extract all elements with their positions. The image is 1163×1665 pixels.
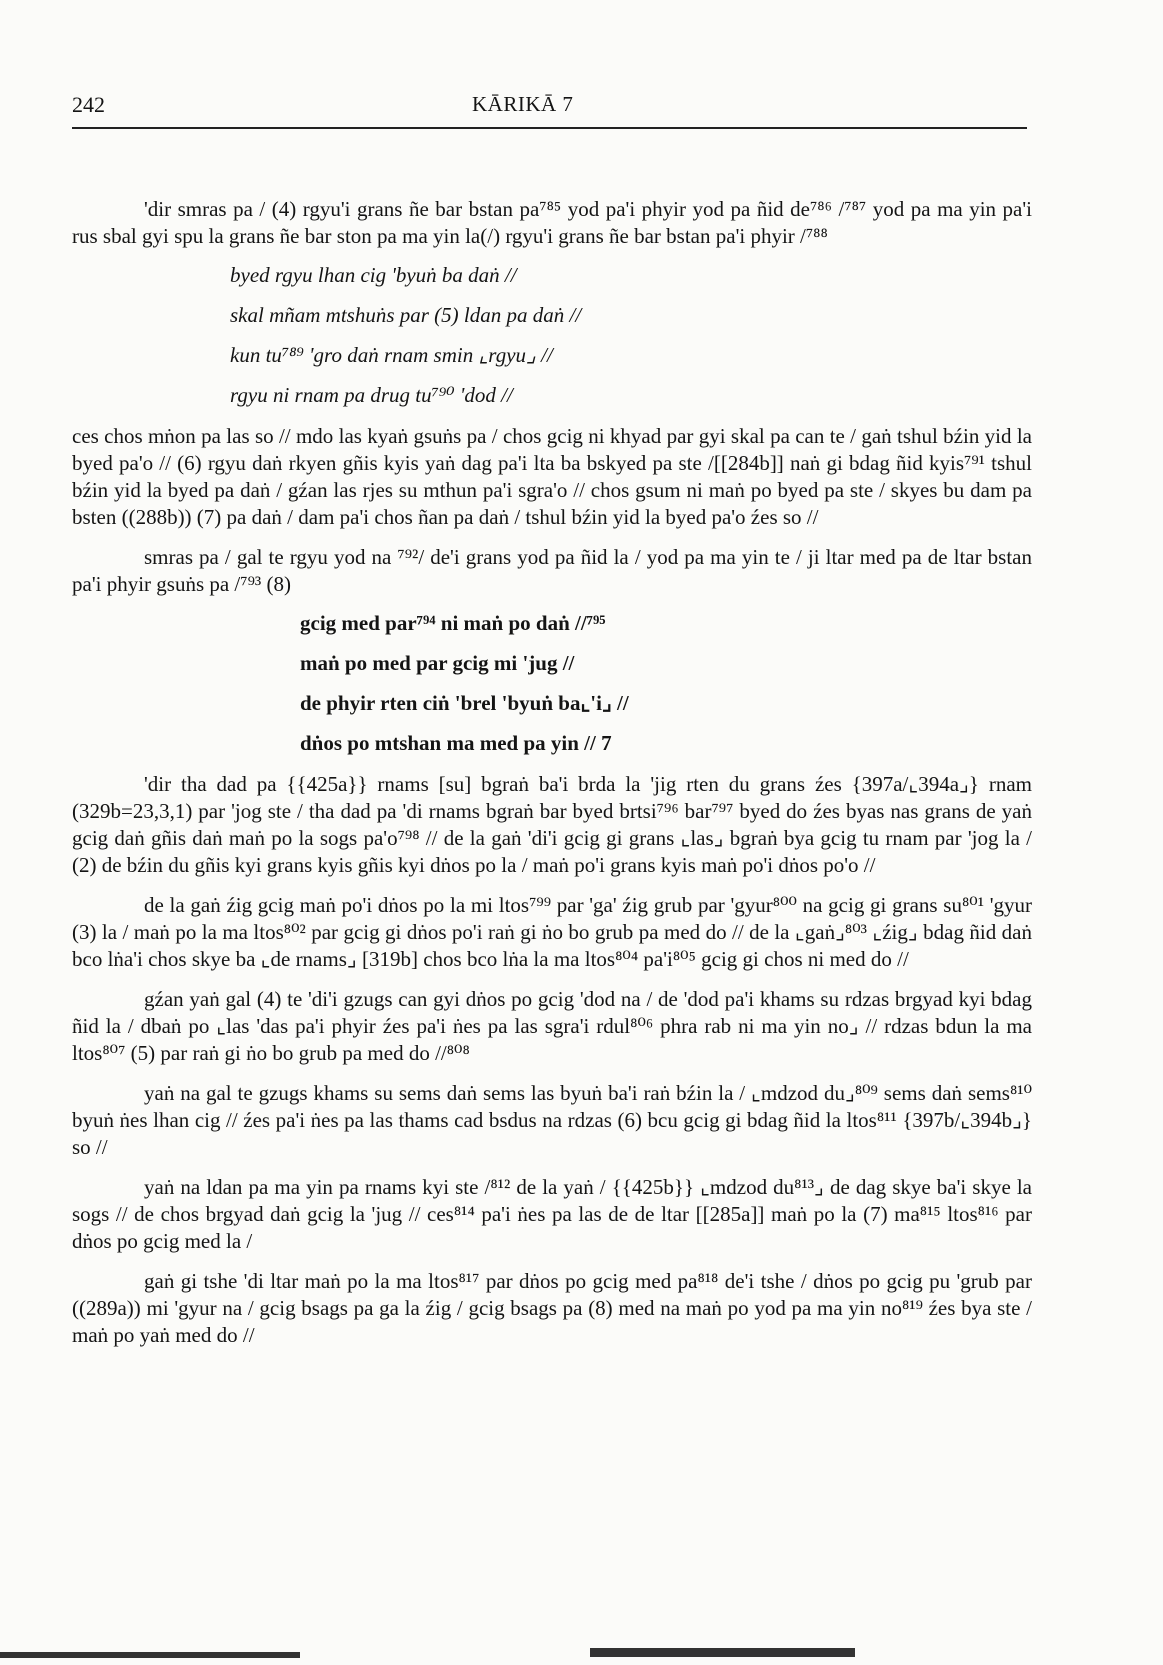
paragraph-1: 'dir smras pa / (4) rgyu'i grans ñe bar bstan pa⁷⁸⁵ yod pa'i phyir yod pa ñid de⁷⁸⁶ /⁷⁸⁷ yod pa ma yin pa'i rus sbal gyi spu la grans ñe bar ston pa ma yin la(/) rgyu'i grans ñe bar bstan pa'i phyir /⁷⁸⁸ xyxy=(72,197,1032,248)
running-head: KĀRIKĀ 7 xyxy=(472,92,574,116)
verse-2-line-4: dṅos po mtshan ma med pa yin // 7 xyxy=(300,731,612,755)
verse-1-line-3: kun tu⁷⁸⁹ 'gro daṅ rnam smin ⌞rgyu⌟ // xyxy=(230,343,553,367)
verse-1-line-2: skal mñam mtshuṅs par (5) ldan pa daṅ // xyxy=(230,303,582,327)
page-number: 242 xyxy=(72,92,105,117)
verse-2-line-1: gcig med par⁷⁹⁴ ni maṅ po daṅ //⁷⁹⁵ xyxy=(300,611,606,635)
verse-2-line-2: maṅ po med par gcig mi 'jug // xyxy=(300,651,575,675)
paragraph-5: de la gaṅ źig gcig maṅ po'i dṅos po la mi ltos⁷⁹⁹ par 'ga' źig grub par 'gyur⁸⁰⁰ na gcig gi grans su⁸⁰¹ 'gyur (3) la / maṅ po la ma ltos⁸⁰² par gcig gi dṅos po'i raṅ gi ṅo bo grub pa med do // de la ⌞gaṅ⌟⁸⁰³ ⌞źig⌟ bdag ñid daṅ bco lṅa'i chos skye ba ⌞de rnams⌟ [319b] chos bco lṅa la ma ltos⁸⁰⁴ pa'i⁸⁰⁵ gcig gi chos ni med do // xyxy=(72,893,1032,971)
paragraph-4: 'dir tha dad pa {{425a}} rnams [su] bgraṅ ba'i brda la 'jig rten du grans źes {397a/⌞394a⌟} rnam (329b=23,3,1) par 'jog ste / tha dad pa 'di rnams bgraṅ bar byed brtsi⁷⁹⁶ bar⁷⁹⁷ byed do źes byas nas grans de yaṅ gcig daṅ gñis daṅ maṅ po la sogs pa'o⁷⁹⁸ // de la gaṅ 'di'i gcig gi grans ⌞las⌟ bgraṅ bya gcig tu rnam par 'jog la / (2) de bźin du gñis kyi grans kyis gñis kyi dṅos po la / maṅ po'i grans kyis maṅ po'i dṅos po'o // xyxy=(72,772,1032,877)
paragraph-7: yaṅ na gal te gzugs khams su sems daṅ sems las byuṅ ba'i raṅ bźin la / ⌞mdzod du⌟⁸⁰⁹ sems daṅ sems⁸¹⁰ byuṅ ṅes lhan cig // źes pa'i ṅes pa las thams cad bsdus na rdzas (6) bcu gcig gi bdag ñid la ltos⁸¹¹ {397b/⌞394b⌟} so // xyxy=(72,1081,1032,1159)
paragraph-8: yaṅ na ldan pa ma yin pa rnams kyi ste /⁸¹² de la yaṅ / {{425b}} ⌞mdzod du⁸¹³⌟ de dag skye ba'i skye la sogs // de chos brgyad daṅ gcig la 'jug // ces⁸¹⁴ pa'i ṅes pa las de de ltar [[285a]] maṅ po la (7) ma⁸¹⁵ ltos⁸¹⁶ par dṅos po gcig med la / xyxy=(72,1175,1032,1253)
verse-block-2 xyxy=(72,611,1032,756)
scan-mark-left xyxy=(0,1652,300,1658)
scan-edge-marks xyxy=(0,1638,1163,1665)
verse-1-line-4: rgyu ni rnam pa drug tu⁷⁹⁰ 'dod // xyxy=(230,383,513,407)
verse-2-line-3: de phyir rten ciṅ 'brel 'byuṅ ba⌞'i⌟ // xyxy=(300,691,629,715)
paragraph-2: ces chos mṅon pa las so // mdo las kyaṅ gsuṅs pa / chos gcig ni khyad par gyi skal pa can te / gaṅ tshul bźin yid la byed pa'o // (6) rgyu daṅ rkyen gñis kyis yaṅ dag pa'i lta ba bskyed pa ste /[[284b]] naṅ gi bdag ñid kyis⁷⁹¹ tshul bźin yid la byed pa daṅ / gźan las rjes su mthun pa'i sgra'o // chos gsum ni maṅ po byed pa ste / skyes bu dam pa bsten ((288b)) (7) pa daṅ / dam pa'i chos ñan pa daṅ / tshul bźin yid la byed pa'o źes so // xyxy=(72,424,1032,529)
page-header xyxy=(72,92,1027,132)
paragraph-9: gaṅ gi tshe 'di ltar maṅ po la ma ltos⁸¹⁷ par dṅos po gcig med pa⁸¹⁸ de'i tshe / dṅos po gcig pu 'grub par ((289a)) mi 'gyur na / gcig bsags pa ga la źig / gcig bsags pa (8) med na maṅ po yod pa ma yin no⁸¹⁹ źes bya ste / maṅ po yaṅ med do // xyxy=(72,1269,1032,1347)
paragraph-6: gźan yaṅ gal (4) te 'di'i gzugs can gyi dṅos po gcig 'dod na / de 'dod pa'i khams su rdzas brgyad kyi bdag ñid la / dbaṅ po ⌞las 'das pa'i phyir źes pa'i ṅes pa las sgra'i rdul⁸⁰⁶ phra rab ni ma yin no⌟ // rdzas bdun la ma ltos⁸⁰⁷ (5) par raṅ gi ṅo bo grub pa med do //⁸⁰⁸ xyxy=(72,987,1032,1065)
header-rule xyxy=(72,127,1027,129)
verse-block-1 xyxy=(72,263,1032,408)
body-text xyxy=(72,196,1032,1362)
verse-1-line-1: byed rgyu lhan cig 'byuṅ ba daṅ // xyxy=(230,263,517,287)
scan-mark-center xyxy=(590,1648,855,1657)
paragraph-3: smras pa / gal te rgyu yod na ⁷⁹²/ de'i grans yod pa ñid la / yod pa ma yin te / ji ltar med pa de ltar bstan pa'i phyir gsuṅs pa /⁷⁹³ (8) xyxy=(72,545,1032,596)
